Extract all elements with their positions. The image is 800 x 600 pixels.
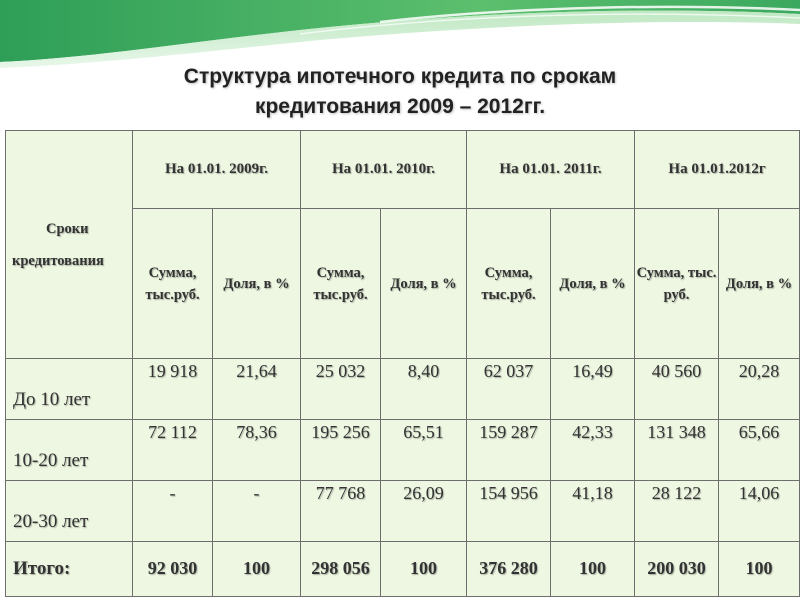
table-cell: 20,28 — [719, 359, 800, 420]
date-header: На 01.01. 2010г. — [301, 131, 467, 209]
table-cell: 77 768 — [301, 481, 381, 542]
table-cell: 8,40 — [381, 359, 467, 420]
table-cell: 42,33 — [551, 420, 635, 481]
table-cell: - — [213, 481, 301, 542]
header-row-dates — [6, 131, 800, 209]
table-cell: 62 037 — [467, 359, 551, 420]
date-header: На 01.01. 2011г. — [467, 131, 635, 209]
total-label: Итого: — [6, 542, 133, 597]
share-column-header: Доля, в % — [213, 209, 301, 359]
total-cell: 100 — [213, 542, 301, 597]
sum-column-header: Сумма, тыс.руб. — [467, 209, 551, 359]
table-cell: 72 112 — [133, 420, 213, 481]
table-row — [6, 420, 800, 481]
total-cell: 376 280 — [467, 542, 551, 597]
date-header: На 01.01.2012г — [635, 131, 800, 209]
total-cell: 100 — [551, 542, 635, 597]
share-column-header: Доля, в % — [719, 209, 800, 359]
title-line-1: Структура ипотечного кредита по срокам — [183, 65, 617, 88]
table-cell: 78,36 — [213, 420, 301, 481]
sum-column-header: Сумма, тыс. руб. — [635, 209, 719, 359]
table-cell: 65,51 — [381, 420, 467, 481]
table-cell: 195 256 — [301, 420, 381, 481]
total-cell: 298 056 — [301, 542, 381, 597]
table-cell: 14,06 — [719, 481, 800, 542]
sum-column-header: Сумма, тыс.руб. — [133, 209, 213, 359]
table-cell: - — [133, 481, 213, 542]
table-cell: 154 956 — [467, 481, 551, 542]
total-cell: 100 — [381, 542, 467, 597]
table-row — [6, 359, 800, 420]
corner-header — [6, 131, 133, 359]
table-row — [6, 481, 800, 542]
share-column-header: Доля, в % — [381, 209, 467, 359]
table-cell: 65,66 — [719, 420, 800, 481]
table-cell: 28 122 — [635, 481, 719, 542]
share-column-header: Доля, в % — [551, 209, 635, 359]
mortgage-structure-table — [5, 130, 800, 597]
table-cell: 41,18 — [551, 481, 635, 542]
table-cell: 131 348 — [635, 420, 719, 481]
page-title — [0, 62, 800, 122]
table-cell: 40 560 — [635, 359, 719, 420]
header-wave-decoration — [0, 0, 800, 70]
total-cell: 100 — [719, 542, 800, 597]
row-label: До 10 лет — [6, 359, 133, 420]
table-cell: 25 032 — [301, 359, 381, 420]
sum-column-header: Сумма, тыс.руб. — [301, 209, 381, 359]
table-cell: 16,49 — [551, 359, 635, 420]
date-header: На 01.01. 2009г. — [133, 131, 301, 209]
title-line-2: кредитования 2009 – 2012гг. — [254, 95, 546, 118]
table-cell: 21,64 — [213, 359, 301, 420]
corner-header-line-1: Сроки — [46, 220, 89, 237]
row-label: 10-20 лет — [6, 420, 133, 481]
table-cell: 159 287 — [467, 420, 551, 481]
total-cell: 92 030 — [133, 542, 213, 597]
total-row — [6, 542, 800, 597]
table-cell: 26,09 — [381, 481, 467, 542]
corner-header-line-2: кредитования — [12, 252, 104, 269]
table-cell: 19 918 — [133, 359, 213, 420]
total-cell: 200 030 — [635, 542, 719, 597]
row-label: 20-30 лет — [6, 481, 133, 542]
